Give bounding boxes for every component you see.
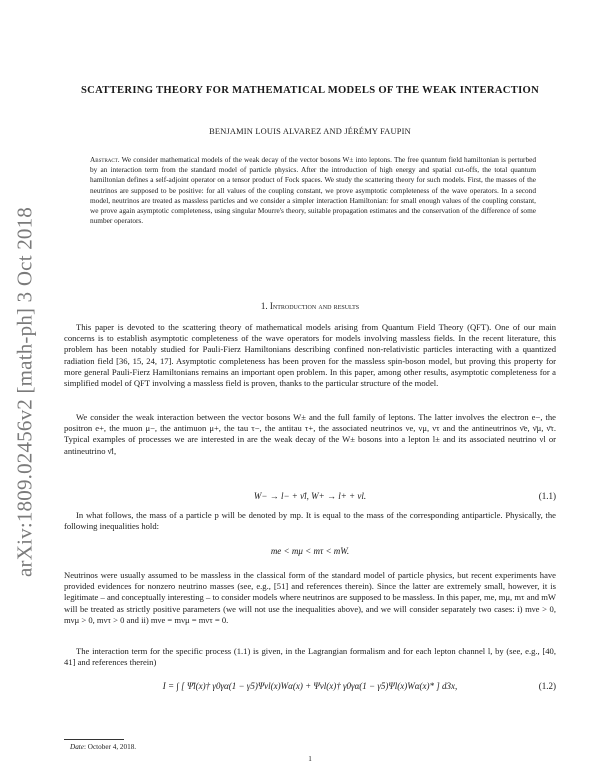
date-footnote bbox=[70, 743, 136, 751]
abstract bbox=[90, 155, 536, 226]
arxiv-identifier-sidebar bbox=[8, 178, 42, 606]
date-label: Date bbox=[70, 743, 84, 751]
paragraph-3: In what follows, the mass of a particle p will be denoted by mp. It is equal to the mass of the corresponding antiparticle. Physically, the following inequalities hold: bbox=[64, 510, 556, 532]
equation-1-1-number: (1.1) bbox=[538, 491, 556, 501]
paragraph-1: This paper is devoted to the scattering theory of mathematical models arising from Quantum Field Theory (QFT). One of our main concerns is to establish asymptotic completeness of the wave operators for models involving massless fields. In the recent literature, this problem has been notably studied for Pauli-Fierz Hamiltonians describing confined non-relativistic particles interacting with a quantized radiation field [36, 15, 24, 17]. Asymptotic completeness has been proven for the massless spin-boson model, but proving this property for more general Pauli-Fierz Hamiltonians remains an important open problem. In this paper, among other results, asymptotic completeness for a simplified model of QFT involving a massless field is proven, thanks to the particular structure of the model. bbox=[64, 322, 556, 389]
equation-1-1-expression: W− → l− + ν̄l, W+ → l+ + νl. bbox=[253, 491, 367, 501]
mass-inequality-expression: me < mμ < mτ < mW. bbox=[270, 546, 350, 556]
abstract-label: Abstract. bbox=[90, 155, 120, 164]
paragraph-2: We consider the weak interaction between the vector bosons W± and the full family of leptons. The latter involves the electron e−, the positron e+, the muon μ−, the antimuon μ+, the tau τ−, the antitau τ+, the associated neutrinos νe, νμ, ντ and the antineutrinos ν̄e, ν̄μ, ν̄τ. Typical examples of processes we are interested in are the weak decay of the W± bosons into a lepton l± and its associated neutrino νl or antineutrino ν̄l, bbox=[64, 412, 556, 456]
paper-authors: BENJAMIN LOUIS ALVAREZ AND JÉRÉMY FAUPIN bbox=[209, 127, 411, 136]
paragraph-5: The interaction term for the specific process (1.1) is given, in the Lagrangian formalism and for each lepton channel l, by (see, e.g., [40, 41] and references therein) bbox=[64, 646, 556, 668]
footnote-divider bbox=[64, 739, 124, 740]
abstract-text: We consider mathematical models of the weak decay of the vector bosons W± into leptons. The free quantum field hamiltonian is perturbed by an interaction term from the standard model of particle physics. After the introduction of high energy and spatial cut-offs, the total quantum hamiltonian defines a self-adjoint operator on a tensor product of Fock spaces. We study the scattering theory for such models. First, the masses of the neutrinos are supposed to be positive: for all values of the coupling constant, we prove asymptotic completeness of the wave operators. In a second model, neutrinos are treated as massless particles and we consider a simpler interaction Hamiltonian: for small enough values of the coupling constant, we prove again asymptotic completeness, using singular Mourre's theory, suitable propagation estimates and the conservation of the difference of some number operators. bbox=[90, 155, 536, 226]
date-value: : October 4, 2018. bbox=[83, 743, 137, 751]
paper-title: SCATTERING THEORY FOR MATHEMATICAL MODELS OF THE WEAK INTERACTION bbox=[80, 85, 540, 96]
equation-1-2-number: (1.2) bbox=[538, 681, 556, 691]
section-heading bbox=[64, 301, 556, 311]
page-number: 1 bbox=[308, 755, 312, 763]
equation-1-2-expression: I = ∫ [ Ψ̄l(x)† γ0γα(1 − γ5)Ψνl(x)Wα(x) + Ψνl(x)† γ0γα(1 − γ5)Ψl(x)Wα(x)* ] d3x, bbox=[162, 681, 458, 691]
section-number: 1. bbox=[260, 301, 268, 311]
arxiv-identifier: arXiv:1809.02456v2 [math-ph] 3 Oct 2018 bbox=[12, 207, 37, 577]
paragraph-4: Neutrinos were usually assumed to be massless in the classical form of the standard model of particle physics, but recent experiments have provided evidences for nonzero neutrino masses (see, e.g., [51] and references therein). Since the latter are extremely small, however, it is legitimate – and conceptually interesting – to consider models where neutrinos are supposed to be massless. In this paper, me, mμ, mτ and mW will be treated as strictly positive parameters (we will not use the inequalities above), and we will consider separately two cases: i) mνe > 0, mνμ > 0, mντ > 0 and ii) mνe = mνμ = mντ = 0. bbox=[64, 570, 556, 625]
section-title: Introduction and results bbox=[269, 301, 360, 311]
